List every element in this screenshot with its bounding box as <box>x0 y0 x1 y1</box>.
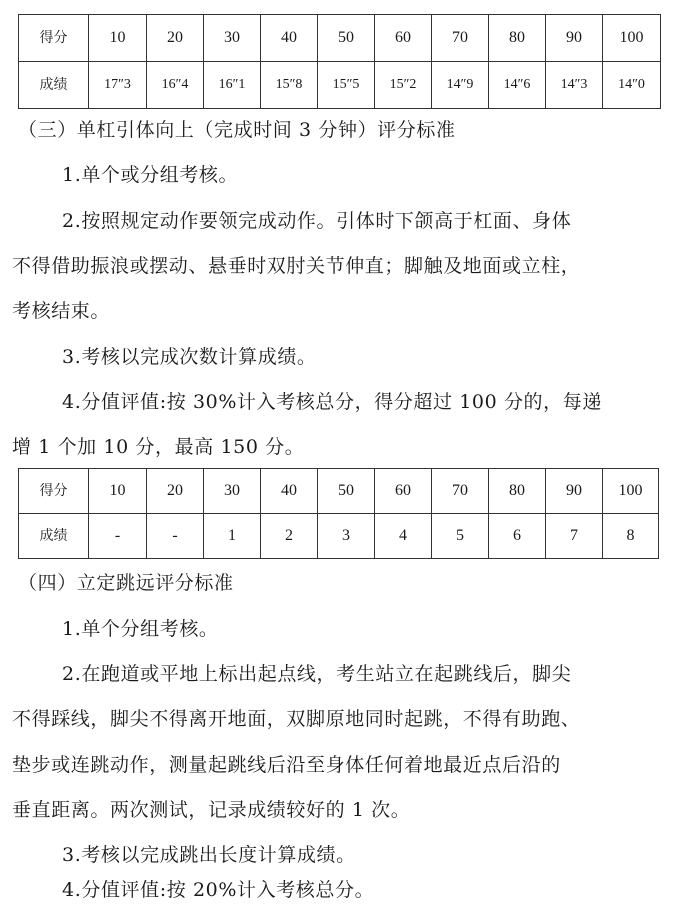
section-3-item-4-line-1: 4.分值评值:按 30%计入考核总分，得分超过 100 分的，每递 <box>62 391 602 413</box>
result-cell: 7 <box>546 514 603 559</box>
score-cell: 30 <box>204 15 261 62</box>
section-3-item-2-line-3: 考核结束。 <box>12 300 111 322</box>
section-4-item-2-line-2: 不得踩线，脚尖不得离开地面，双脚原地同时起跳，不得有助跑、 <box>12 708 581 730</box>
score-cell: 20 <box>147 15 204 62</box>
result-cell: 3 <box>318 514 375 559</box>
row-label-score: 得分 <box>19 469 89 514</box>
result-row <box>19 514 659 559</box>
section-3-item-1: 1.单个或分组考核。 <box>62 164 239 186</box>
result-cell: - <box>147 514 204 559</box>
section-3-item-2-line-1: 2.按照规定动作要领完成动作。引体时下颌高于杠面、身体 <box>62 210 572 232</box>
score-cell: 20 <box>147 469 204 514</box>
result-cell: 6 <box>489 514 546 559</box>
score-table-1 <box>18 14 661 109</box>
score-table-2 <box>18 468 659 559</box>
section-4-item-4: 4.分值评值:按 20%计入考核总分。 <box>62 879 375 901</box>
section-4-item-2-line-4: 垂直距离。两次测试，记录成绩较好的 1 次。 <box>12 799 411 821</box>
row-label-score: 得分 <box>19 15 89 62</box>
result-cell: 1 <box>204 514 261 559</box>
score-cell: 50 <box>318 15 375 62</box>
result-cell: 16″4 <box>147 62 204 109</box>
section-3-title: （三）单杠引体向上（完成时间 3 分钟）评分标准 <box>18 119 456 141</box>
score-cell: 100 <box>603 469 659 514</box>
result-cell: 4 <box>375 514 432 559</box>
score-row <box>19 469 659 514</box>
section-4-item-2-line-1: 2.在跑道或平地上标出起点线，考生站立在起跳线后，脚尖 <box>62 663 572 685</box>
score-cell: 90 <box>546 469 603 514</box>
score-row <box>19 15 661 62</box>
score-cell: 60 <box>375 469 432 514</box>
section-3-item-3: 3.考核以完成次数计算成绩。 <box>62 346 317 368</box>
score-cell: 30 <box>204 469 261 514</box>
score-cell: 10 <box>89 469 147 514</box>
result-cell: 16″1 <box>204 62 261 109</box>
score-cell: 80 <box>489 15 546 62</box>
result-cell: 15″2 <box>375 62 432 109</box>
score-cell: 10 <box>89 15 147 62</box>
score-cell: 70 <box>432 469 489 514</box>
result-cell: 14″6 <box>489 62 546 109</box>
row-label-result: 成绩 <box>19 514 89 559</box>
section-4-item-2-line-3: 垫步或连跳动作，测量起跳线后沿至身体任何着地最近点后沿的 <box>12 754 561 776</box>
score-cell: 80 <box>489 469 546 514</box>
result-cell: 15″8 <box>261 62 318 109</box>
score-cell: 40 <box>261 15 318 62</box>
score-cell: 40 <box>261 469 318 514</box>
section-4-item-3: 3.考核以完成跳出长度计算成绩。 <box>62 844 356 866</box>
section-3-item-2-line-2: 不得借助振浪或摆动、悬垂时双肘关节伸直；脚触及地面或立柱， <box>12 255 581 277</box>
score-cell: 70 <box>432 15 489 62</box>
result-cell: 5 <box>432 514 489 559</box>
section-3-item-4-line-2: 增 1 个加 10 分，最高 150 分。 <box>12 436 305 458</box>
result-row <box>19 62 661 109</box>
section-4-item-1: 1.单个分组考核。 <box>62 618 219 640</box>
result-cell: 17″3 <box>89 62 147 109</box>
result-cell: 14″0 <box>603 62 661 109</box>
row-label-result: 成绩 <box>19 62 89 109</box>
result-cell: 14″3 <box>546 62 603 109</box>
result-cell: 2 <box>261 514 318 559</box>
score-cell: 50 <box>318 469 375 514</box>
section-4-title: （四）立定跳远评分标准 <box>18 572 234 594</box>
score-cell: 100 <box>603 15 661 62</box>
score-cell: 60 <box>375 15 432 62</box>
result-cell: 14″9 <box>432 62 489 109</box>
result-cell: 8 <box>603 514 659 559</box>
result-cell: 15″5 <box>318 62 375 109</box>
result-cell: - <box>89 514 147 559</box>
score-cell: 90 <box>546 15 603 62</box>
